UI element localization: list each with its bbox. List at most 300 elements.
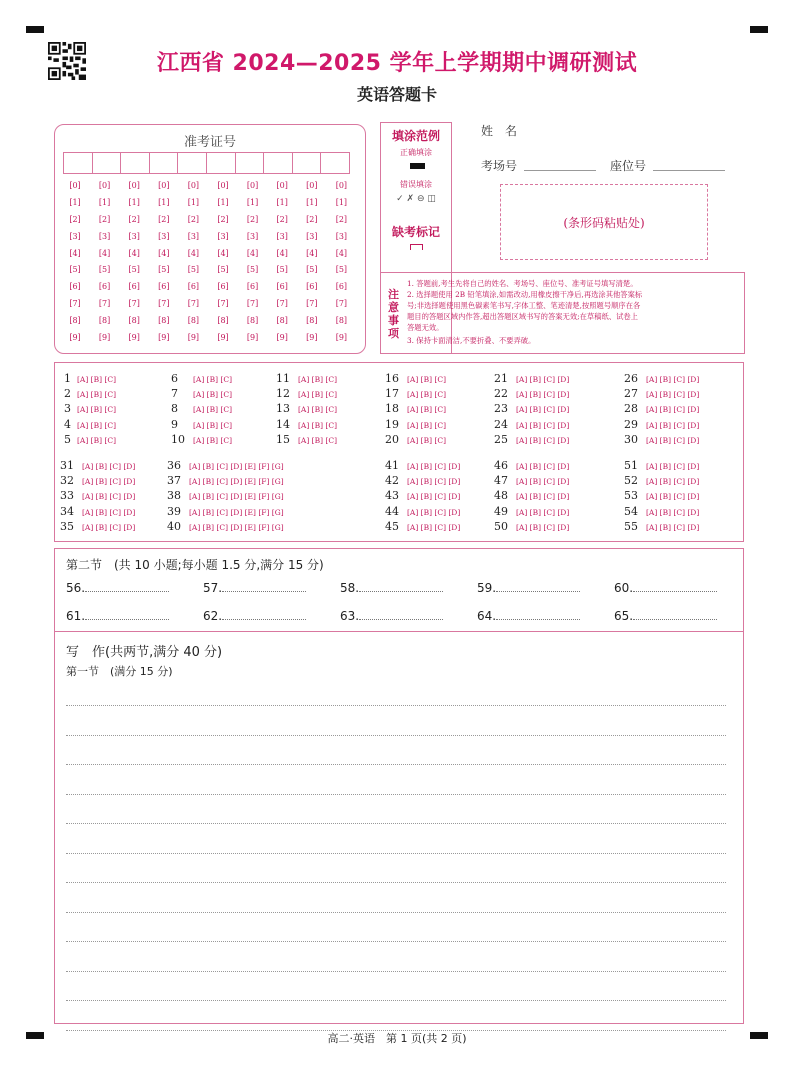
id-cell[interactable] bbox=[206, 152, 236, 174]
id-digit-bubble[interactable]: [9] bbox=[276, 333, 288, 343]
id-digit-bubble[interactable]: [4] bbox=[217, 248, 229, 258]
answer-option-bubbles[interactable]: [A] [B] [C] bbox=[298, 405, 337, 415]
id-digit-bubble[interactable]: [8] bbox=[98, 316, 111, 326]
correct-fill-label: 正确填涂 bbox=[400, 148, 432, 157]
question-number: 18 bbox=[385, 402, 399, 416]
question-number: 38 bbox=[167, 489, 181, 503]
id-cell[interactable] bbox=[235, 152, 265, 174]
id-digit-bubble[interactable]: [5] bbox=[98, 265, 111, 275]
writing-answer-line[interactable] bbox=[66, 764, 726, 765]
answer-option-bubbles[interactable]: [A] [B] [C] [D] bbox=[646, 420, 700, 430]
mc-question bbox=[276, 372, 337, 385]
fill-in-blank bbox=[477, 581, 580, 595]
answer-option-bubbles[interactable]: [A] [B] [C] [D] [E] [F] [G] bbox=[189, 462, 284, 471]
mc-question bbox=[494, 489, 569, 502]
id-digit-bubble[interactable]: [9] bbox=[158, 333, 170, 343]
answer-option-bubbles[interactable]: [A] [B] [C] bbox=[298, 390, 337, 400]
fill-example-title: 填涂范例 bbox=[391, 129, 440, 143]
id-digit-bubble[interactable]: [2] bbox=[158, 214, 170, 224]
answer-option-bubbles[interactable]: [A] [B] [C] [D] bbox=[646, 492, 700, 502]
id-digit-bubble[interactable]: [2] bbox=[128, 214, 140, 224]
question-number: 25 bbox=[494, 432, 508, 446]
answer-sheet-subtitle: 英语答题卡 bbox=[356, 85, 437, 104]
answer-option-bubbles[interactable]: [A] [B] [C] [D] bbox=[82, 462, 136, 471]
question-number: 40 bbox=[167, 519, 181, 533]
question-number: 37 bbox=[167, 474, 181, 488]
mc-question bbox=[385, 474, 460, 487]
answer-option-bubbles[interactable]: [A] [B] [C] [D] bbox=[516, 375, 570, 384]
id-digit-bubble[interactable]: [6] bbox=[276, 282, 288, 292]
id-digit-bubble[interactable]: [4] bbox=[128, 248, 140, 258]
fill-in-blank bbox=[614, 581, 717, 595]
mc-question bbox=[624, 433, 699, 446]
barcode-area: (条形码粘贴处) bbox=[500, 184, 708, 260]
answer-option-bubbles[interactable]: [A] [B] [C] bbox=[407, 420, 446, 430]
id-digit-bubble[interactable]: [9] bbox=[98, 333, 111, 343]
id-digit-bubble[interactable]: [3] bbox=[98, 231, 111, 241]
id-digit-bubble[interactable]: [8] bbox=[158, 316, 170, 326]
answer-option-bubbles[interactable]: [A] [B] [C] [D] bbox=[516, 492, 570, 502]
answer-option-bubbles[interactable]: [A] [B] [C] [D] bbox=[646, 522, 700, 532]
blank-answer-line[interactable] bbox=[85, 610, 169, 620]
id-digit-column bbox=[272, 181, 292, 350]
question-number: 47 bbox=[494, 474, 508, 488]
mc-question bbox=[624, 505, 699, 518]
question-number: 55 bbox=[624, 519, 638, 533]
id-digit-bubble[interactable]: [2] bbox=[98, 214, 111, 224]
id-digit-bubble[interactable]: [4] bbox=[98, 248, 111, 258]
blank-answer-line[interactable] bbox=[359, 582, 443, 592]
id-digit-column bbox=[302, 181, 322, 350]
id-digit-bubble[interactable]: [6] bbox=[128, 282, 140, 292]
answer-option-bubbles[interactable]: [A] [B] [C] [D] bbox=[407, 507, 461, 517]
id-digit-bubble[interactable]: [5] bbox=[335, 265, 348, 275]
registration-mark-top-left bbox=[26, 26, 44, 33]
answer-option-bubbles[interactable]: [A] [B] [C] bbox=[407, 375, 446, 384]
mc-question bbox=[171, 402, 232, 415]
id-digit-bubble[interactable]: [1] bbox=[187, 197, 200, 207]
id-digit-bubble[interactable]: [8] bbox=[335, 316, 348, 326]
mc-question bbox=[494, 474, 569, 487]
writing-answer-line[interactable] bbox=[66, 882, 726, 883]
absent-mark-checkbox[interactable] bbox=[410, 244, 423, 250]
answer-option-bubbles[interactable]: [A] [B] [C] [D] bbox=[516, 390, 570, 400]
id-digit-bubble[interactable]: [0] bbox=[128, 181, 140, 190]
id-digit-bubble[interactable]: [7] bbox=[246, 299, 259, 309]
id-digit-bubble[interactable]: [3] bbox=[69, 231, 81, 241]
writing-answer-line[interactable] bbox=[66, 853, 726, 854]
id-digit-bubble[interactable]: [7] bbox=[335, 299, 348, 309]
answer-option-bubbles[interactable]: [A] [B] [C] bbox=[407, 405, 446, 415]
id-digit-bubble[interactable]: [2] bbox=[217, 214, 229, 224]
id-digit-bubble[interactable]: [8] bbox=[306, 316, 318, 326]
answer-option-bubbles[interactable]: [A] [B] [C] [D] bbox=[646, 435, 700, 445]
note-line: 答题无效。 bbox=[407, 323, 444, 332]
mc-question bbox=[494, 387, 569, 400]
id-digit-bubble[interactable]: [1] bbox=[335, 197, 348, 207]
id-cell[interactable] bbox=[149, 152, 179, 174]
answer-option-bubbles[interactable]: [A] [B] [C] bbox=[77, 375, 116, 384]
answer-option-bubbles[interactable]: [A] [B] [C] [D] bbox=[516, 420, 570, 430]
mc-question bbox=[276, 418, 337, 431]
writing-answer-line[interactable] bbox=[66, 794, 726, 795]
mc-question bbox=[171, 372, 232, 385]
id-digit-bubble[interactable]: [1] bbox=[246, 197, 259, 207]
fill-in-blank bbox=[66, 581, 169, 595]
question-number: 29 bbox=[624, 417, 638, 431]
id-digit-bubble[interactable]: [8] bbox=[246, 316, 259, 326]
note-line: 号;非选择题使用黑色碳素笔书写,字体工整、笔迹清楚,按照题号顺序在各 bbox=[407, 301, 641, 310]
answer-option-bubbles[interactable]: [A] [B] [C] [D] bbox=[646, 375, 700, 384]
id-digit-bubble[interactable]: [6] bbox=[306, 282, 318, 292]
id-digit-bubble[interactable]: [0] bbox=[217, 181, 229, 190]
id-cell[interactable] bbox=[320, 152, 350, 174]
question-number: 24 bbox=[494, 417, 508, 431]
fill-in-blank bbox=[66, 609, 169, 623]
id-cell[interactable] bbox=[263, 152, 293, 174]
answer-option-bubbles[interactable]: [A] [B] [C] [D] [E] [F] [G] bbox=[189, 492, 284, 502]
answer-option-bubbles[interactable]: [A] [B] [C] [D] bbox=[646, 477, 700, 487]
id-digit-bubble[interactable]: [9] bbox=[335, 333, 348, 343]
id-digit-bubble[interactable]: [5] bbox=[158, 265, 170, 275]
answer-option-bubbles[interactable]: [A] [B] [C] [D] bbox=[407, 462, 461, 471]
blank-number: 61. bbox=[66, 609, 86, 623]
blank-answer-line[interactable] bbox=[633, 582, 717, 592]
answer-option-bubbles[interactable]: [A] [B] [C] bbox=[407, 390, 446, 400]
fill-in-blank bbox=[203, 581, 306, 595]
id-digit-bubble[interactable]: [7] bbox=[158, 299, 170, 309]
question-number: 14 bbox=[276, 417, 290, 431]
answer-option-bubbles[interactable]: [A] [B] [C] [D] bbox=[516, 405, 570, 415]
blank-answer-line[interactable] bbox=[359, 610, 443, 620]
answer-option-bubbles[interactable]: [A] [B] [C] [D] bbox=[407, 477, 461, 487]
mc-question bbox=[385, 459, 460, 472]
question-number: 51 bbox=[624, 459, 638, 472]
answer-option-bubbles[interactable]: [A] [B] [C] [D] bbox=[646, 405, 700, 415]
answer-option-bubbles[interactable]: [A] [B] [C] [D] bbox=[516, 477, 570, 487]
id-digit-bubble[interactable]: [7] bbox=[69, 299, 81, 309]
id-digit-bubble[interactable]: [3] bbox=[128, 231, 140, 241]
question-number: 21 bbox=[494, 372, 508, 385]
answer-option-bubbles[interactable]: [A] [B] [C] bbox=[193, 375, 232, 384]
id-cell[interactable] bbox=[92, 152, 122, 174]
name-label: 姓 名 bbox=[481, 124, 518, 138]
question-number: 32 bbox=[60, 474, 74, 488]
id-digit-bubble[interactable]: [2] bbox=[276, 214, 288, 224]
id-digit-bubble[interactable]: [5] bbox=[187, 265, 200, 275]
answer-option-bubbles[interactable]: [A] [B] [C] bbox=[77, 405, 116, 415]
question-number: 1 bbox=[64, 372, 71, 385]
id-digit-column bbox=[154, 181, 174, 350]
writing-answer-line[interactable] bbox=[66, 941, 726, 942]
answer-option-bubbles[interactable]: [A] [B] [C] [D] bbox=[407, 492, 461, 502]
mc-question bbox=[494, 459, 569, 472]
id-digit-bubble[interactable]: [4] bbox=[158, 248, 170, 258]
question-number: 19 bbox=[385, 417, 399, 431]
question-number: 28 bbox=[624, 402, 638, 416]
wrong-fill-label: 错误填涂 bbox=[400, 180, 432, 189]
fill-in-blank bbox=[203, 609, 306, 623]
mc-question bbox=[385, 433, 446, 446]
answer-option-bubbles[interactable]: [A] [B] [C] bbox=[193, 435, 232, 445]
id-digit-column bbox=[183, 181, 203, 350]
writing-answer-line[interactable] bbox=[66, 705, 726, 706]
answer-option-bubbles[interactable]: [A] [B] [C] bbox=[77, 420, 116, 430]
writing-answer-line[interactable] bbox=[66, 735, 726, 736]
answer-option-bubbles[interactable]: [A] [B] [C] [D] bbox=[516, 462, 570, 471]
id-digit-bubble[interactable]: [3] bbox=[276, 231, 288, 241]
id-cell[interactable] bbox=[292, 152, 322, 174]
id-digit-bubble[interactable]: [5] bbox=[246, 265, 259, 275]
answer-option-bubbles[interactable]: [A] [B] [C] [D] bbox=[646, 507, 700, 517]
id-digit-bubble[interactable]: [7] bbox=[98, 299, 111, 309]
mc-question bbox=[624, 474, 699, 487]
id-digit-bubble[interactable]: [0] bbox=[335, 181, 348, 190]
id-digit-bubble[interactable]: [0] bbox=[98, 181, 111, 190]
seat-input-line[interactable] bbox=[653, 170, 725, 171]
answer-option-bubbles[interactable]: [A] [B] [C] [D] bbox=[516, 522, 570, 532]
answer-option-bubbles[interactable]: [A] [B] [C] bbox=[407, 435, 446, 445]
id-digit-bubble[interactable]: [4] bbox=[335, 248, 348, 258]
id-digit-bubble[interactable]: [6] bbox=[69, 282, 81, 292]
exam-id-write-cells[interactable] bbox=[63, 152, 349, 174]
question-number: 26 bbox=[624, 372, 638, 385]
mc-question bbox=[494, 418, 569, 431]
id-digit-bubble[interactable]: [9] bbox=[128, 333, 140, 343]
mc-question bbox=[60, 459, 135, 472]
question-number: 42 bbox=[385, 474, 399, 488]
answer-option-bubbles[interactable]: [A] [B] [C] bbox=[193, 420, 232, 430]
blank-number: 63. bbox=[340, 609, 360, 623]
question-number: 52 bbox=[624, 474, 638, 488]
id-digit-bubble[interactable]: [3] bbox=[246, 231, 259, 241]
id-digit-bubble[interactable]: [4] bbox=[306, 248, 318, 258]
question-number: 43 bbox=[385, 489, 399, 503]
answer-option-bubbles[interactable]: [A] [B] [C] bbox=[193, 405, 232, 415]
id-cell[interactable] bbox=[63, 152, 93, 174]
blank-answer-line[interactable] bbox=[496, 610, 580, 620]
id-digit-bubble[interactable]: [3] bbox=[335, 231, 348, 241]
question-number: 2 bbox=[64, 387, 71, 401]
id-digit-bubble[interactable]: [7] bbox=[128, 299, 140, 309]
mc-question bbox=[60, 474, 135, 487]
id-digit-bubble[interactable]: [3] bbox=[217, 231, 229, 241]
id-digit-bubble[interactable]: [4] bbox=[246, 248, 259, 258]
answer-option-bubbles[interactable]: [A] [B] [C] [D] [E] [F] [G] bbox=[189, 522, 284, 532]
id-digit-bubble[interactable]: [6] bbox=[246, 282, 259, 292]
id-digit-bubble[interactable]: [5] bbox=[276, 265, 288, 275]
writing-answer-line[interactable] bbox=[66, 912, 726, 913]
mc-question bbox=[494, 505, 569, 518]
id-digit-bubble[interactable]: [1] bbox=[128, 197, 140, 207]
mc-question bbox=[64, 402, 116, 415]
question-number: 34 bbox=[60, 504, 74, 518]
id-digit-bubble[interactable]: [2] bbox=[335, 214, 348, 224]
question-number: 16 bbox=[385, 372, 399, 385]
id-digit-bubble[interactable]: [2] bbox=[187, 214, 200, 224]
room-input-line[interactable] bbox=[524, 170, 596, 171]
id-digit-bubble[interactable]: [1] bbox=[98, 197, 111, 207]
id-digit-bubble[interactable]: [6] bbox=[217, 282, 229, 292]
blank-number: 59. bbox=[477, 581, 497, 595]
mc-question bbox=[385, 520, 460, 533]
mc-question bbox=[64, 387, 116, 400]
id-digit-bubble[interactable]: [4] bbox=[276, 248, 288, 258]
question-number: 41 bbox=[385, 459, 399, 472]
id-digit-bubble[interactable]: [1] bbox=[217, 197, 229, 207]
answer-option-bubbles[interactable]: [A] [B] [C] [D] bbox=[82, 522, 136, 532]
id-digit-bubble[interactable]: [5] bbox=[128, 265, 140, 275]
id-digit-bubble[interactable]: [9] bbox=[246, 333, 259, 343]
mc-question bbox=[64, 372, 116, 385]
answer-option-bubbles[interactable]: [A] [B] [C] [D] bbox=[646, 462, 700, 471]
id-digit-bubble[interactable]: [5] bbox=[217, 265, 229, 275]
answer-option-bubbles[interactable]: [A] [B] [C] [D] bbox=[82, 507, 136, 517]
id-digit-bubble[interactable]: [0] bbox=[276, 181, 288, 190]
id-digit-bubble[interactable]: [6] bbox=[158, 282, 170, 292]
id-cell[interactable] bbox=[177, 152, 207, 174]
answer-option-bubbles[interactable]: [A] [B] [C] bbox=[77, 390, 116, 400]
id-digit-bubble[interactable]: [8] bbox=[69, 316, 81, 326]
exam-title: 江西省 2024—2025 学年上学期期中调研测试 bbox=[156, 51, 638, 76]
question-number: 8 bbox=[171, 402, 178, 416]
id-digit-bubble[interactable]: [0] bbox=[187, 181, 200, 190]
blank-answer-line[interactable] bbox=[222, 610, 306, 620]
answer-option-bubbles[interactable]: [A] [B] [C] [D] bbox=[82, 477, 136, 487]
id-digit-bubble[interactable]: [0] bbox=[246, 181, 259, 190]
notes-heading: 注意事项 bbox=[388, 288, 399, 340]
answer-option-bubbles[interactable]: [A] [B] [C] bbox=[298, 435, 337, 445]
question-number: 22 bbox=[494, 387, 508, 401]
id-cell[interactable] bbox=[120, 152, 150, 174]
id-digit-bubble[interactable]: [3] bbox=[158, 231, 170, 241]
blank-answer-line[interactable] bbox=[496, 582, 580, 592]
blank-answer-line[interactable] bbox=[633, 610, 717, 620]
id-digit-bubble[interactable]: [8] bbox=[276, 316, 288, 326]
id-digit-bubble[interactable]: [1] bbox=[69, 197, 81, 207]
note-line: 3. 保持卡面清洁,不要折叠、不要弄破。 bbox=[407, 336, 536, 345]
blank-answer-line[interactable] bbox=[85, 582, 169, 592]
id-digit-bubble[interactable]: [4] bbox=[187, 248, 200, 258]
id-digit-bubble[interactable]: [7] bbox=[187, 299, 200, 309]
id-digit-bubble[interactable]: [1] bbox=[306, 197, 318, 207]
note-line: 题目的答题区域内作答,超出答题区域书写的答案无效;在草稿纸、试卷上 bbox=[407, 312, 638, 321]
id-digit-bubble[interactable]: [1] bbox=[276, 197, 288, 207]
blank-number: 57. bbox=[203, 581, 223, 595]
question-number: 30 bbox=[624, 432, 638, 446]
id-digit-bubble[interactable]: [9] bbox=[306, 333, 318, 343]
mc-question bbox=[385, 387, 446, 400]
mc-question bbox=[494, 372, 569, 385]
mc-question bbox=[494, 402, 569, 415]
answer-option-bubbles[interactable]: [A] [B] [C] bbox=[298, 420, 337, 430]
id-digit-bubble[interactable]: [8] bbox=[128, 316, 140, 326]
id-digit-column bbox=[124, 181, 144, 350]
question-number: 36 bbox=[167, 459, 181, 472]
id-digit-bubble[interactable]: [9] bbox=[187, 333, 200, 343]
answer-option-bubbles[interactable]: [A] [B] [C] [D] bbox=[516, 507, 570, 517]
mc-question bbox=[385, 418, 446, 431]
id-digit-bubble[interactable]: [0] bbox=[69, 181, 81, 190]
answer-option-bubbles[interactable]: [A] [B] [C] [D] bbox=[82, 492, 136, 502]
id-digit-bubble[interactable]: [6] bbox=[335, 282, 348, 292]
id-digit-bubble[interactable]: [4] bbox=[69, 248, 81, 258]
writing-title: 写 作(共两节,满分 40 分) bbox=[66, 645, 223, 660]
id-digit-bubble[interactable]: [3] bbox=[306, 231, 318, 241]
answer-option-bubbles[interactable]: [A] [B] [C] [D] bbox=[516, 435, 570, 445]
question-number: 6 bbox=[171, 372, 178, 385]
mc-question bbox=[171, 418, 232, 431]
id-digit-bubble[interactable]: [7] bbox=[276, 299, 288, 309]
id-digit-bubble[interactable]: [2] bbox=[306, 214, 318, 224]
fill-in-blank bbox=[340, 581, 443, 595]
id-digit-bubble[interactable]: [5] bbox=[306, 265, 318, 275]
id-digit-bubble[interactable]: [9] bbox=[69, 333, 81, 343]
id-digit-bubble[interactable]: [7] bbox=[217, 299, 229, 309]
id-digit-bubble[interactable]: [0] bbox=[158, 181, 170, 190]
blank-number: 60. bbox=[614, 581, 634, 595]
seat-label: 座位号 bbox=[610, 159, 647, 173]
answer-option-bubbles[interactable]: [A] [B] [C] [D] bbox=[646, 390, 700, 400]
id-digit-bubble[interactable]: [2] bbox=[246, 214, 259, 224]
id-digit-bubble[interactable]: [6] bbox=[98, 282, 111, 292]
id-digit-bubble[interactable]: [1] bbox=[158, 197, 170, 207]
blank-answer-line[interactable] bbox=[222, 582, 306, 592]
question-number: 46 bbox=[494, 459, 508, 472]
answer-option-bubbles[interactable]: [A] [B] [C] [D] [E] [F] [G] bbox=[189, 477, 284, 487]
writing-answer-line[interactable] bbox=[66, 823, 726, 824]
answer-option-bubbles[interactable]: [A] [B] [C] [D] bbox=[407, 522, 461, 532]
blank-number: 65. bbox=[614, 609, 634, 623]
id-digit-bubble[interactable]: [9] bbox=[217, 333, 229, 343]
registration-mark-top-right bbox=[750, 26, 768, 33]
blank-number: 64. bbox=[477, 609, 497, 623]
blank-number: 58. bbox=[340, 581, 360, 595]
mc-question bbox=[276, 433, 337, 446]
mc-question bbox=[624, 459, 699, 472]
absent-mark-label: 缺考标记 bbox=[391, 225, 440, 239]
id-digit-bubble[interactable]: [2] bbox=[69, 214, 81, 224]
id-digit-bubble[interactable]: [5] bbox=[69, 265, 81, 275]
mc-question bbox=[167, 520, 284, 533]
question-number: 33 bbox=[60, 489, 74, 503]
mc-question bbox=[385, 489, 460, 502]
id-digit-bubble[interactable]: [6] bbox=[187, 282, 200, 292]
mc-question bbox=[167, 489, 284, 502]
answer-option-bubbles[interactable]: [A] [B] [C] bbox=[193, 390, 232, 400]
mc-question bbox=[624, 418, 699, 431]
id-digit-bubble[interactable]: [7] bbox=[306, 299, 318, 309]
mc-question bbox=[276, 387, 337, 400]
answer-option-bubbles[interactable]: [A] [B] [C] bbox=[298, 375, 337, 384]
id-digit-bubble[interactable]: [3] bbox=[187, 231, 200, 241]
question-number: 53 bbox=[624, 489, 638, 503]
fill-in-blank bbox=[614, 609, 717, 623]
id-digit-bubble[interactable]: [8] bbox=[187, 316, 200, 326]
id-digit-bubble[interactable]: [0] bbox=[306, 181, 318, 190]
answer-option-bubbles[interactable]: [A] [B] [C] bbox=[77, 435, 116, 445]
answer-option-bubbles[interactable]: [A] [B] [C] [D] [E] [F] [G] bbox=[189, 507, 284, 517]
mc-question bbox=[167, 459, 284, 472]
writing-answer-line[interactable] bbox=[66, 1000, 726, 1001]
question-number: 35 bbox=[60, 519, 74, 533]
writing-answer-line[interactable] bbox=[66, 971, 726, 972]
fill-in-blank bbox=[340, 609, 443, 623]
question-number: 49 bbox=[494, 504, 508, 518]
question-number: 54 bbox=[624, 504, 638, 518]
id-digit-bubble[interactable]: [8] bbox=[217, 316, 229, 326]
question-number: 39 bbox=[167, 504, 181, 518]
